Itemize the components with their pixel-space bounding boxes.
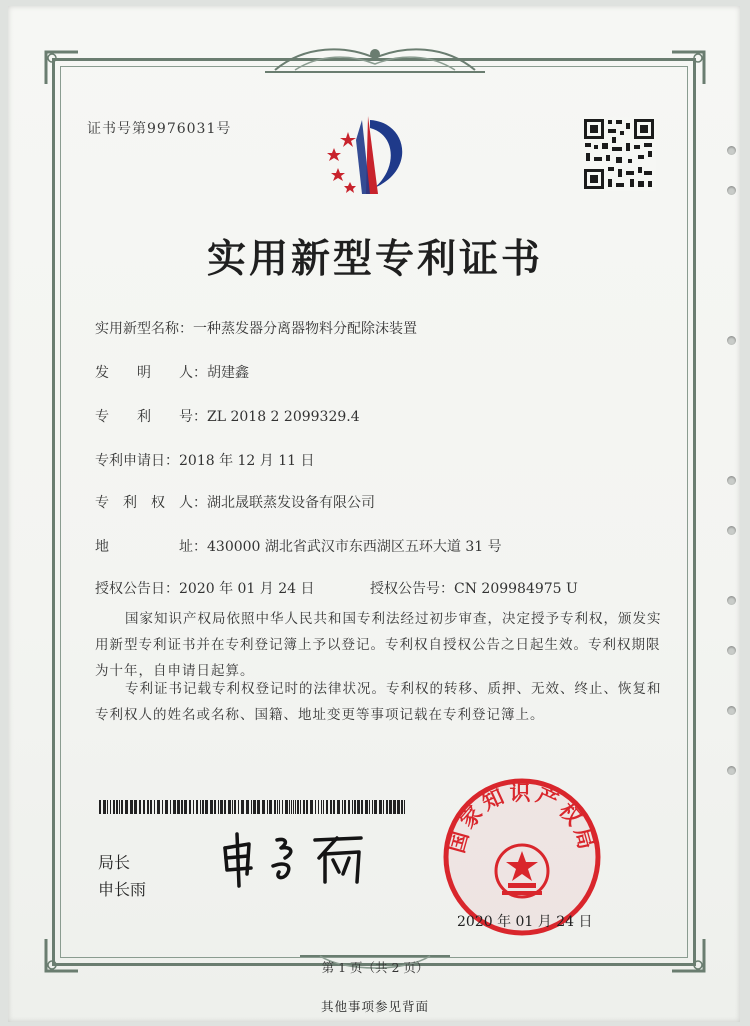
field-label: 专 利 号：: [95, 409, 207, 425]
punch-hole: [727, 646, 736, 655]
footer-note: 其他事项参见背面: [320, 999, 429, 1014]
field-label: 地 址：: [95, 539, 207, 555]
field-value: 胡建鑫: [207, 365, 249, 381]
certificate-paragraph-1: 国家知识产权局依照中华人民共和国专利法经过初步审查，决定授予专利权，颁发实用新型专利证书并在专利登记簿上予以登记。专利权自授权公告之日起生效。专利权期限为十年，自申请日起算。: [95, 611, 662, 679]
punch-hole: [727, 596, 736, 605]
field-value: ZL 2018 2 2099329.4: [207, 409, 360, 425]
punch-hole: [727, 186, 736, 195]
field-value: 2018 年 12 月 11 日: [179, 453, 315, 469]
field-label: 专利申请日：: [95, 453, 179, 469]
field-grant-date: [95, 578, 315, 598]
certificate-number: 证书号第9976031号: [87, 121, 232, 137]
field-value: 一种蒸发器分离器物料分配除沫装置: [193, 321, 417, 337]
field-grant-number: [370, 578, 578, 598]
punch-hole: [727, 336, 736, 345]
field-label: 实用新型名称：: [95, 321, 193, 337]
cnipa-logo-icon: [312, 110, 422, 200]
punch-hole: [727, 706, 736, 715]
svg-text:国家知识产权局: 国家知识产权局: [443, 779, 601, 856]
punch-hole: [727, 476, 736, 485]
certificate-title: 实用新型专利证书: [206, 236, 543, 282]
barcode-icon: [99, 800, 409, 814]
field-patentee: [95, 492, 375, 512]
certificate-paragraph-2: 专利证书记载专利权登记时的法律状况。专利权的转移、质押、无效、终止、恢复和专利权人的姓名或名称、国籍、地址变更等事项记载在专利登记簿上。: [95, 681, 662, 723]
corner-ornament: [42, 48, 82, 88]
qr-code-icon: [582, 117, 656, 191]
field-label: 发 明 人：: [95, 365, 207, 381]
field-value: CN 209984975 U: [454, 581, 578, 597]
field-inventor: [95, 362, 249, 382]
director-name: 申长雨: [98, 880, 147, 899]
field-address: [95, 536, 502, 556]
field-patent-number: [95, 406, 360, 426]
top-ornament: [265, 40, 485, 80]
seal-date: 2020 年 01 月 24 日: [457, 914, 593, 930]
field-value: 430000 湖北省武汉市东西湖区五环大道 31 号: [207, 539, 502, 555]
punch-hole: [727, 146, 736, 155]
director-title: 局长: [98, 853, 131, 872]
field-filing-date: [95, 450, 315, 470]
corner-ornament: [668, 48, 708, 88]
field-label: 授权公告日：: [95, 581, 179, 597]
field-utility-model-name: [95, 318, 417, 338]
page-indicator: 第 1 页（共 2 页）: [321, 960, 429, 975]
field-value: 湖北晟联蒸发设备有限公司: [207, 495, 375, 511]
punch-hole: [727, 526, 736, 535]
field-label: 授权公告号：: [370, 581, 454, 597]
punch-hole: [727, 766, 736, 775]
field-label: 专 利 权 人：: [95, 495, 207, 511]
field-value: 2020 年 01 月 24 日: [179, 581, 315, 597]
director-signature: [215, 828, 375, 888]
